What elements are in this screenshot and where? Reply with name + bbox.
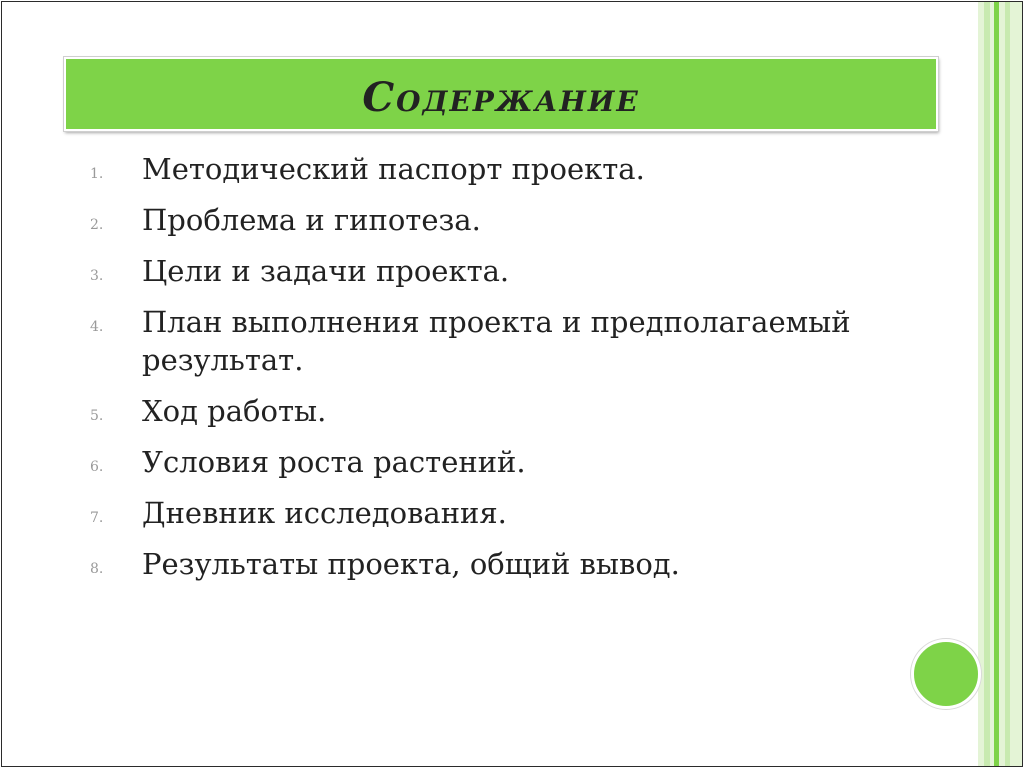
list-item-number: 5. [90,408,104,424]
stripe-pale-4 [1010,2,1022,766]
list-item [90,545,930,583]
list-item-number: 8. [90,561,104,577]
list-item-text: План выполнения проекта и предполагаемый результат. [142,305,851,377]
list-item-number: 2. [90,217,104,233]
list-item [90,392,930,430]
list-item-number: 1. [90,166,104,182]
list-item-text: Проблема и гипотеза. [142,203,481,237]
list-item-text: Результаты проекта, общий вывод. [142,547,680,581]
list-item [90,494,930,532]
list-item-text: Цели и задачи проекта. [142,254,510,288]
right-stripes-decoration [978,2,1022,766]
list-item-number: 3. [90,268,104,284]
list-item-number: 7. [90,510,104,526]
list-item [90,303,930,379]
page-title: Содержание [362,73,640,121]
list-item [90,252,930,290]
title-banner [64,57,938,131]
list-item-number: 6. [90,459,104,475]
green-circle-icon [911,639,981,709]
list-item [90,201,930,239]
list-item [90,150,930,188]
list-item-text: Условия роста растений. [142,445,526,479]
list-item-number: 4. [90,319,104,335]
list-item [90,443,930,481]
table-of-contents [90,150,930,596]
list-item-text: Методический паспорт проекта. [142,152,645,186]
list-item-text: Дневник исследования. [142,496,507,530]
list-item-text: Ход работы. [142,394,327,428]
